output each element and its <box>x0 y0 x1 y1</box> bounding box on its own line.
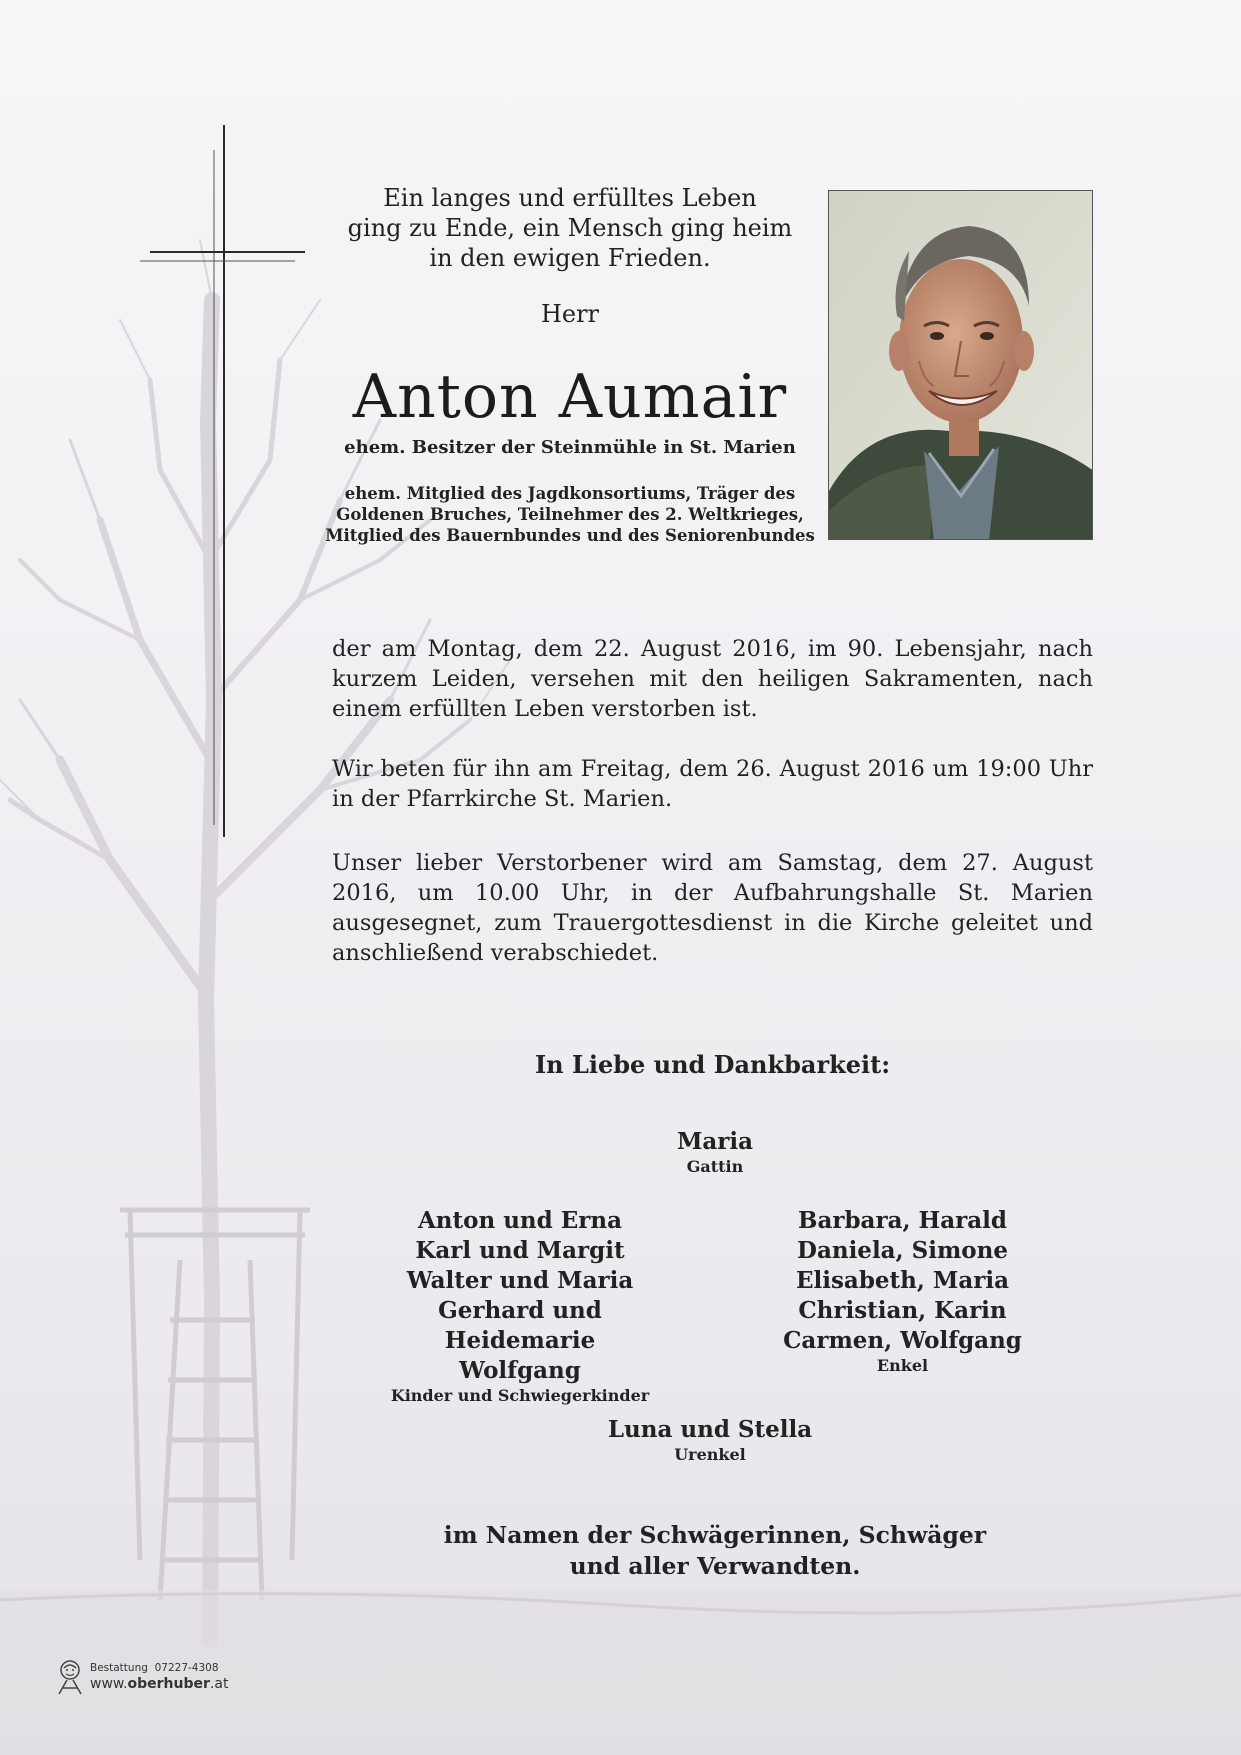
prayer-service-paragraph: Wir beten für ihn am Freitag, dem 26. August 2016 um 19:00 Uhr in der Pfarrkirche St. Marien. <box>332 756 1093 812</box>
intro-line: ging zu Ende, ein Mensch ging heim <box>347 214 793 242</box>
children-group <box>360 1206 680 1406</box>
cross-icon <box>140 125 310 840</box>
family-role: Enkel <box>876 1356 929 1375</box>
funeral-home-logo-icon <box>55 1658 85 1696</box>
deceased-position: ehem. Besitzer der Steinmühle in St. Marien <box>344 437 796 458</box>
family-role: Urenkel <box>674 1445 746 1464</box>
family-name: Karl und Margit <box>415 1237 625 1264</box>
spouse-group <box>600 1127 830 1177</box>
footer-website[interactable] <box>90 1676 228 1692</box>
family-name: Wolfgang <box>459 1357 581 1384</box>
final-line: im Namen der Schwägerinnen, Schwäger <box>443 1521 987 1549</box>
death-announcement-paragraph: der am Montag, dem 22. August 2016, im 90. Lebensjahr, nach kurzem Leiden, versehen mit den heiligen Sakramenten, nach einem erfüllten Leben verstorben ist. <box>332 636 1093 722</box>
final-signature <box>420 1520 1010 1582</box>
family-name: Elisabeth, Maria <box>795 1267 1010 1294</box>
intro-line: in den ewigen Frieden. <box>429 244 711 272</box>
family-name: Carmen, Wolfgang <box>783 1327 1022 1354</box>
footer-url-brand: oberhuber <box>127 1676 210 1692</box>
footer-phone: 07227-4308 <box>154 1662 219 1674</box>
family-name: Daniela, Simone <box>797 1237 1008 1264</box>
closing-line: In Liebe und Dankbarkeit: <box>534 1050 891 1079</box>
family-name: Anton und Erna <box>417 1207 623 1234</box>
deceased-name: Anton Aumair <box>352 362 788 432</box>
family-name: Christian, Karin <box>798 1297 1007 1324</box>
footer-company-phone <box>90 1662 219 1674</box>
footer-url-prefix: www. <box>90 1676 128 1692</box>
funeral-service-paragraph: Unser lieber Verstorbener wird am Samstag, dem 27. August 2016, um 10.00 Uhr, in der Aufbahrungshalle St. Marien ausgesegnet, zum Trauergottesdienst in die Kirche geleitet und anschließend verabschiedet. <box>332 850 1093 966</box>
footer-company: Bestattung <box>90 1662 148 1674</box>
grandchildren-group <box>760 1206 1045 1376</box>
family-role: Kinder und Schwiegerkinder <box>390 1386 650 1405</box>
family-name: Maria <box>676 1128 754 1155</box>
portrait-photo <box>828 190 1093 540</box>
family-name: Barbara, Harald <box>798 1207 1007 1234</box>
membership-line: ehem. Mitglied des Jagdkonsortiums, Träger des <box>344 484 796 503</box>
intro-verse <box>330 183 810 273</box>
membership-line: Mitglied des Bauernbundes und des Seniorenbundes <box>325 526 815 545</box>
family-name: Luna und Stella <box>607 1416 813 1443</box>
great-grandchildren-group <box>560 1415 860 1465</box>
family-name: Gerhard und Heidemarie <box>438 1297 602 1354</box>
family-name: Walter und Maria <box>406 1267 634 1294</box>
family-role: Gattin <box>686 1157 744 1176</box>
salutation: Herr <box>540 300 600 328</box>
final-line: und aller Verwandten. <box>569 1552 861 1580</box>
memberships <box>320 483 820 546</box>
footer-url-suffix: .at <box>209 1676 229 1692</box>
intro-line: Ein langes und erfülltes Leben <box>383 184 757 212</box>
funeral-home-footer <box>55 1658 315 1700</box>
portrait-illustration <box>829 191 1093 540</box>
membership-line: Goldenen Bruches, Teilnehmer des 2. Weltkrieges, <box>336 505 804 524</box>
